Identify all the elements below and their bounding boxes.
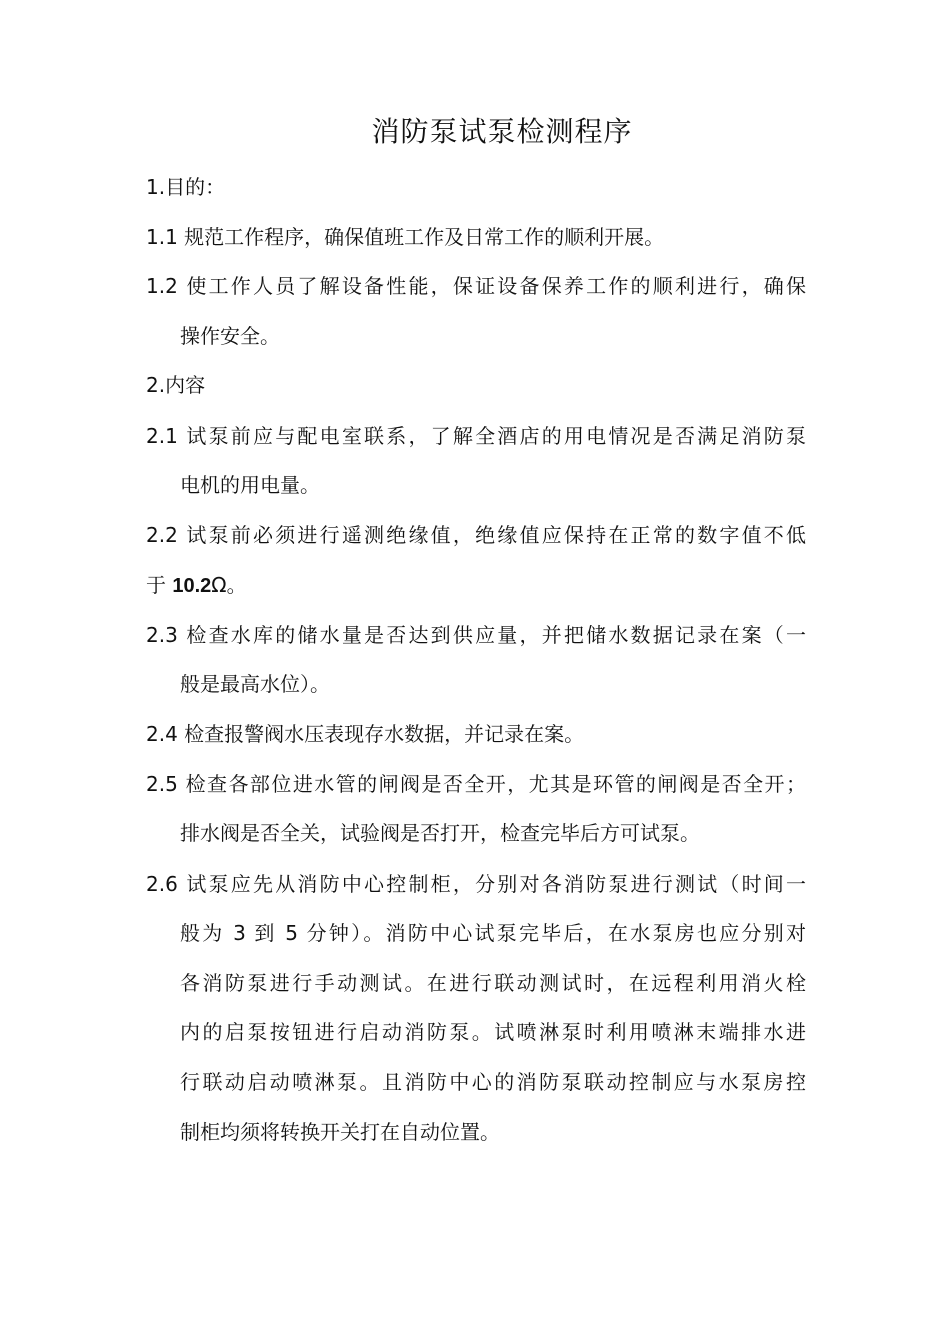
- paragraph-2-3-line-1: 2.3 检查水库的储水量是否达到供应量，并把储水数据记录在案（一: [146, 623, 806, 647]
- resistance-unit: Ω。: [211, 573, 247, 597]
- paragraph-2-2-prefix: 于: [146, 573, 166, 597]
- paragraph-2-6-line-1: 2.6 试泵应先从消防中心控制柜，分别对各消防泵进行测试（时间一: [146, 872, 806, 896]
- paragraph-2-6-line-5: 行联动启动喷淋泵。且消防中心的消防泵联动控制应与水泵房控: [180, 1070, 806, 1094]
- paragraph-1-2-line-2: 操作安全。: [180, 324, 280, 348]
- resistance-value: 10.2: [172, 575, 212, 597]
- section-1-heading: 1.目的：: [146, 175, 226, 199]
- paragraph-2-1-line-2: 电机的用电量。: [180, 473, 320, 497]
- paragraph-1-1: 1.1 规范工作程序，确保值班工作及日常工作的顺利开展。: [146, 225, 665, 249]
- paragraph-2-2-line-2: [146, 570, 247, 601]
- paragraph-2-6-line-4: 内的启泵按钮进行启动消防泵。试喷淋泵时利用喷淋末端排水进: [180, 1020, 806, 1044]
- paragraph-2-5-line-2: 排水阀是否全关，试验阀是否打开，检查完毕后方可试泵。: [180, 821, 700, 845]
- paragraph-2-6-line-6: 制柜均须将转换开关打在自动位置。: [180, 1120, 500, 1144]
- paragraph-1-2-line-1: 1.2 使工作人员了解设备性能，保证设备保养工作的顺利进行，确保: [146, 274, 806, 298]
- paragraph-2-6-line-3: 各消防泵进行手动测试。在进行联动测试时，在远程利用消火栓: [180, 971, 806, 995]
- document-title: 消防泵试泵检测程序: [371, 115, 633, 148]
- paragraph-2-5-line-1: 2.5 检查各部位进水管的闸阀是否全开，尤其是环管的闸阀是否全开；: [146, 772, 806, 796]
- paragraph-2-1-line-1: 2.1 试泵前应与配电室联系，了解全酒店的用电情况是否满足消防泵: [146, 424, 806, 448]
- paragraph-2-3-line-2: 般是最高水位）。: [180, 672, 330, 696]
- paragraph-2-6-line-2: 般为 3 到 5 分钟）。消防中心试泵完毕后，在水泵房也应分别对: [180, 921, 806, 945]
- paragraph-2-4: 2.4 检查报警阀水压表现存水数据，并记录在案。: [146, 722, 585, 746]
- section-2-heading: 2.内容: [146, 373, 206, 397]
- paragraph-2-2-line-1: 2.2 试泵前必须进行遥测绝缘值，绝缘值应保持在正常的数字值不低: [146, 523, 806, 547]
